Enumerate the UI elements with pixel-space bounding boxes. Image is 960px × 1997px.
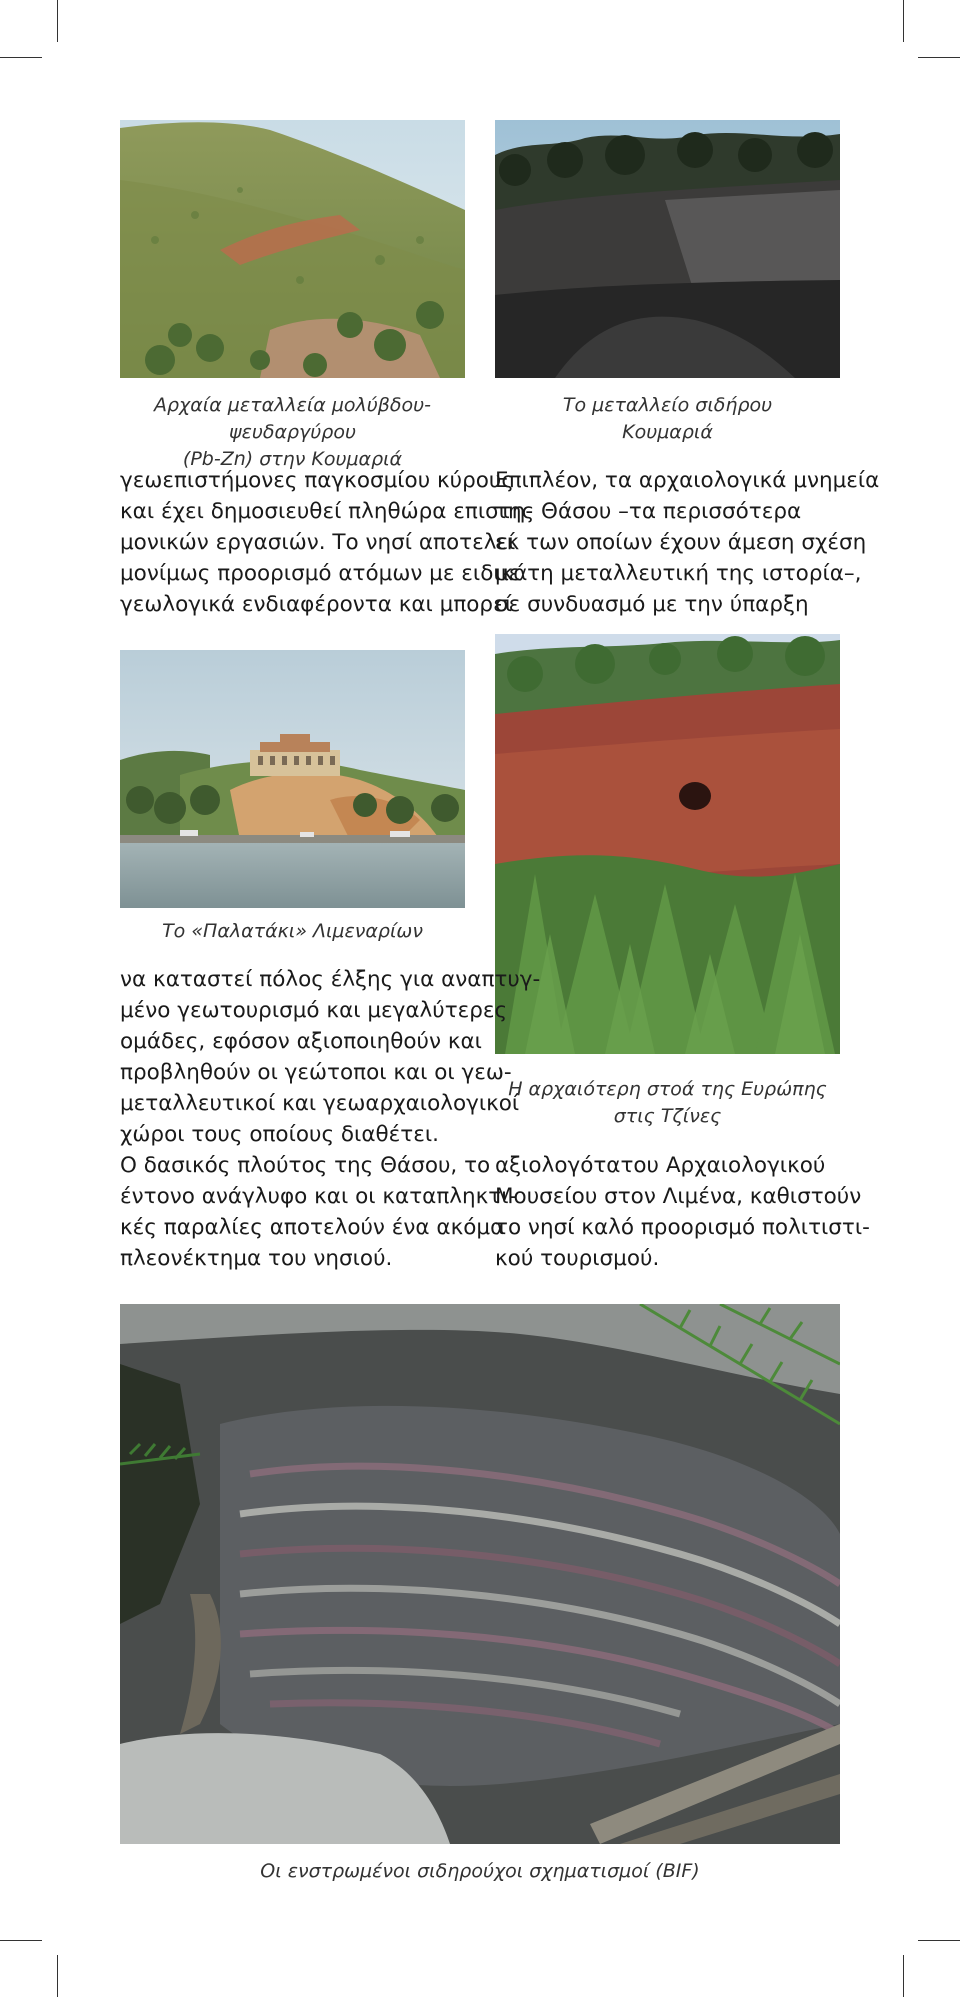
text-line: έντονο ανάγλυφο και οι καταπληκτι- — [120, 1184, 517, 1209]
caption-iron-mine — [495, 392, 840, 446]
text-line: με τη μεταλλευτική της ιστορία–, — [495, 561, 862, 586]
paragraph-right-middle — [495, 1150, 870, 1274]
photo-oldest-gallery-tzines — [495, 634, 840, 1054]
text-line: μονικών εργασιών. Το νησί αποτελεί — [120, 530, 516, 555]
caption-palataki — [120, 918, 465, 945]
text-line: Ο δασικός πλούτος της Θάσου, το — [120, 1153, 491, 1178]
crop-mark-bottom-left-horizontal — [0, 1940, 42, 1941]
text-line: μένο γεωτουρισμό και μεγαλύτερες — [120, 998, 508, 1023]
photo-iron-mine-koumaria — [495, 120, 840, 378]
caption-line: Το «Παλατάκι» Λιμεναρίων — [162, 920, 423, 942]
text-line: πλεονέκτημα του νησιού. — [120, 1246, 393, 1271]
text-line: γεωεπιστήμονες παγκοσμίου κύρους — [120, 468, 514, 493]
text-line: μεταλλευτικοί και γεωαρχαιολογικοί — [120, 1091, 520, 1116]
text-line: Μουσείου στον Λιμένα, καθιστούν — [495, 1184, 862, 1209]
caption-line: Οι ενστρωμένοι σιδηρούχοι σχηματισμοί (BIF) — [260, 1860, 700, 1882]
text-line: να καταστεί πόλος έλξης για αναπτυγ- — [120, 967, 541, 992]
text-line: γεωλογικά ενδιαφέροντα και μπορεί — [120, 592, 512, 617]
caption-ancient-mines-pbzn — [110, 392, 475, 473]
crop-mark-top-right-horizontal — [918, 57, 960, 58]
text-line: το νησί καλό προορισμό πολιτιστι- — [495, 1215, 870, 1240]
photo-palataki-limenaria — [120, 650, 465, 908]
crop-mark-top-left-horizontal — [0, 57, 42, 58]
text-line: χώροι τους οποίους διαθέτει. — [120, 1122, 439, 1147]
photo-banded-iron-formation — [120, 1304, 840, 1844]
crop-mark-bottom-right-vertical — [903, 1955, 904, 1997]
text-line: εκ των οποίων έχουν άμεση σχέση — [495, 530, 867, 555]
text-line: μονίμως προορισμό ατόμων με ειδικά — [120, 561, 528, 586]
caption-bif — [120, 1858, 840, 1885]
text-line: προβληθούν οι γεώτοποι και οι γεω- — [120, 1060, 512, 1085]
text-line: αξιολογότατου Αρχαιολογικού — [495, 1153, 826, 1178]
text-line: Επιπλέον, τα αρχαιολογικά μνημεία — [495, 468, 880, 493]
text-line: κού τουρισμού. — [495, 1246, 660, 1271]
paragraph-left-top — [120, 465, 533, 620]
caption-line: Η αρχαιότερη στοά της Ευρώπης — [508, 1078, 827, 1100]
paragraph-left-middle — [120, 964, 540, 1274]
caption-line: στις Τζίνες — [613, 1105, 722, 1127]
caption-line: (Pb-Zn) στην Κουμαριά — [182, 448, 403, 470]
caption-line: Αρχαία μεταλλεία μολύβδου-ψευδαργύρου — [153, 394, 432, 443]
text-line: κές παραλίες αποτελούν ένα ακόμα — [120, 1215, 505, 1240]
paragraph-right-top — [495, 465, 879, 620]
text-line: ομάδες, εφόσον αξιοποιηθούν και — [120, 1029, 482, 1054]
caption-line: Το μεταλλείο σιδήρου — [562, 394, 773, 416]
photo-ancient-mines-pbzn — [120, 120, 465, 378]
text-line: της Θάσου –τα περισσότερα — [495, 499, 802, 524]
crop-mark-top-right-vertical — [903, 0, 904, 42]
crop-mark-bottom-left-vertical — [57, 1955, 58, 1997]
caption-oldest-gallery — [495, 1076, 840, 1130]
text-line: σε συνδυασμό με την ύπαρξη — [495, 592, 809, 617]
text-line: και έχει δημοσιευθεί πληθώρα επιστη- — [120, 499, 534, 524]
crop-mark-bottom-right-horizontal — [918, 1940, 960, 1941]
crop-mark-top-left-vertical — [57, 0, 58, 42]
caption-line: Κουμαριά — [622, 421, 713, 443]
